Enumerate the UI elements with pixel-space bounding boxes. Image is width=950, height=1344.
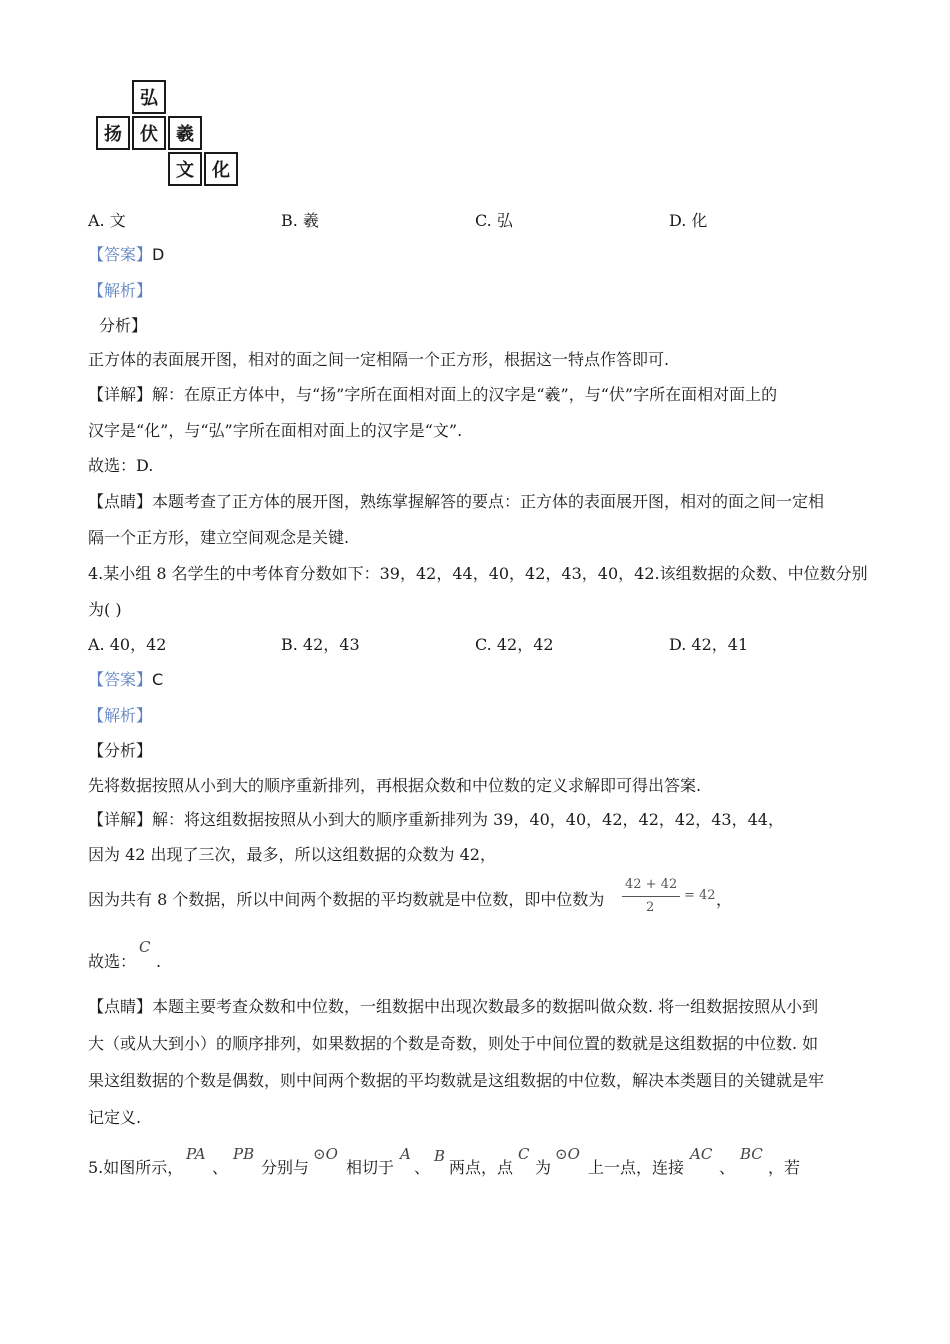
q3-answer [88,245,164,265]
fraction-numerator: 42 + 42 [625,877,678,892]
q4-analysis-label: 【解析】 [88,706,153,725]
choose-math-c: C [139,938,151,956]
q3-choose: 故选：D. [88,456,154,475]
q4-answer [88,670,163,690]
q3-comment-line2: 隔一个正方形，建立空间观念是关键. [88,528,350,547]
q4-option-b: B. 42，43 [281,635,360,654]
q4-detail-line1: 【详解】解：将这组数据按照从小到大的顺序重新排列为 39，40，40，42，42，42，43，44， [88,810,784,829]
answer-label: 【答案】 [88,245,153,264]
q5-prefix: 5.如图所示， [88,1158,184,1177]
net-cell-wen: 文 [168,152,202,186]
math-b: B [434,1147,446,1165]
q4-stem-line1: 4.某小组 8 名学生的中考体育分数如下：39，42，44，40，42，43，40，42.该组数据的众数、中位数分别 [88,564,868,583]
fraction-result: = 42 [684,888,716,903]
q5-t5: 上一点，连接 [588,1158,685,1177]
math-bc: BC [740,1145,763,1163]
choose-suffix: . [156,952,162,971]
q4-comment-line4: 记定义. [88,1108,142,1127]
q3-comment-line1: 【点睛】本题考查了正方体的展开图，熟练掌握解答的要点：正方体的表面展开图，相对的面之间一定相 [88,492,825,511]
q3-fenxi-text: 正方体的表面展开图，相对的面之间一定相隔一个正方形，根据这一特点作答即可. [88,350,670,369]
answer-value: D [152,245,165,264]
q5-t4: 为 [535,1158,552,1177]
q5-t2: 相切于 [346,1158,395,1177]
math-a: A [400,1145,411,1163]
fraction-denominator: 2 [646,900,655,915]
q4-option-a: A. 40，42 [88,635,167,654]
q3-detail-line1: 【详解】解：在原正方体中，与“扬”字所在面相对面上的汉字是“羲”，与“伏”字所在面相对面上的 [88,385,778,404]
math-c: C [518,1145,530,1163]
q4-option-c: C. 42，42 [475,635,554,654]
q4-stem-line2: 为( ) [88,600,122,619]
q4-option-d: D. 42，41 [669,635,749,654]
math-pb: PB [233,1145,255,1163]
math-pa: PA [186,1145,206,1163]
answer-label: 【答案】 [88,670,153,689]
q5-t6: ，若 [768,1158,801,1177]
q3-option-a: A. 文 [88,211,126,230]
fraction-bar [622,896,680,897]
math-circle-o: ⊙O [313,1145,338,1163]
q3-option-c: C. 弘 [475,211,513,230]
q4-comment-line3: 果这组数据的个数是偶数，则中间两个数据的平均数就是这组数据的中位数，解决本类题目的关键就是牢 [88,1071,825,1090]
math-circle-o-2: ⊙O [555,1145,580,1163]
q3-detail-line2: 汉字是“化”，与“弘”字所在面相对面上的汉字是“文”. [88,421,463,440]
q4-choose [88,952,136,972]
math-ac: AC [690,1145,713,1163]
q5-sep3: 、 [719,1158,736,1177]
q4-comment-line2: 大（或从大到小）的顺序排列，如果数据的个数是奇数，则处于中间位置的数就是这组数据的中位数. 如 [88,1034,819,1053]
q3-fenxi-label: 分析】 [99,316,148,335]
net-cell-yang: 扬 [96,116,130,150]
q5-t1: 分别与 [261,1158,310,1177]
q4-detail-line2: 因为 42 出现了三次，最多，所以这组数据的众数为 42， [88,845,496,864]
q5-sep1: 、 [212,1158,229,1177]
q4-detail-line3 [88,890,604,910]
net-cell-xi: 羲 [168,116,202,150]
net-cell-hua: 化 [204,152,238,186]
choose-prefix: 故选： [88,952,137,971]
answer-value: C [152,670,164,689]
q3-option-b: B. 羲 [281,211,319,230]
q3-analysis-label: 【解析】 [88,281,153,300]
q4-detail-line3-prefix: 因为共有 8 个数据，所以中间两个数据的平均数就是中位数，即中位数为 [88,890,605,909]
q4-comment-line1: 【点睛】本题主要考查众数和中位数，一组数据中出现次数最多的数据叫做众数. 将一组数据按照从小到 [88,997,819,1016]
q4-fenxi-text: 先将数据按照从小到大的顺序重新排列，再根据众数和中位数的定义求解即可得出答案. [88,776,702,795]
q5-t3: 两点，点 [449,1158,514,1177]
q4-fenxi-label: 【分析】 [88,741,153,760]
q4-detail-line3-suffix: ， [716,890,733,909]
q5-sep2: 、 [414,1158,431,1177]
q3-option-d: D. 化 [669,211,708,230]
net-cell-hong: 弘 [132,80,166,114]
net-cell-fu: 伏 [132,116,166,150]
